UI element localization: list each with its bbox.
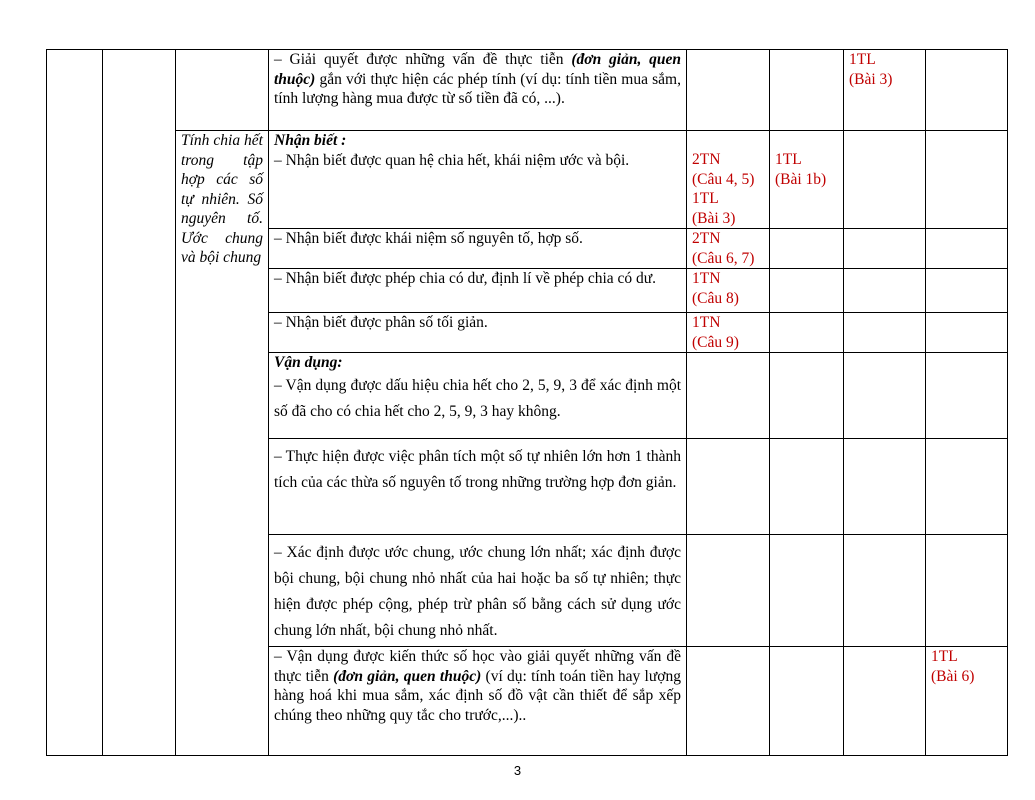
- level-2-cell: [770, 269, 844, 313]
- level-3-cell: [844, 535, 926, 647]
- requirement-cell: – Nhận biết được phép chia có dư, định lí về phép chia có dư.: [269, 269, 687, 313]
- level-3-cell: [844, 647, 926, 756]
- level-2-cell: [770, 353, 844, 439]
- level-4-cell: 1TL (Bài 6): [926, 647, 1008, 756]
- level-4-cell: [926, 131, 1008, 229]
- requirement-cell: Nhận biết : – Nhận biết được quan hệ chia hết, khái niệm ước và bội.: [269, 131, 687, 229]
- level-1-cell: [687, 647, 770, 756]
- level-3-cell: [844, 313, 926, 353]
- level-3-cell: [844, 353, 926, 439]
- requirement-cell: – Vận dụng được kiến thức số học vào giải quyết những vấn đề thực tiễn (đơn giản, quen thuộc) (ví dụ: tính toán tiền hay lượng hàng hoá khi mua sắm, xác định số đồ vật cần thiết để sắp xếp chúng theo những quy tắc cho trước,...)..: [269, 647, 687, 756]
- topic-cell: Tính chia hết trong tập hợp các số tự nhiên. Số nguyên tố. Ước chung và bội chung: [176, 131, 269, 756]
- table-row: [47, 131, 1008, 229]
- level-1-cell: [687, 353, 770, 439]
- requirement-cell: – Xác định được ước chung, ước chung lớn nhất; xác định được bội chung, bội chung nhỏ nhất của hai hoặc ba số tự nhiên; thực hiện được phép cộng, phép trừ phân số bằng cách sử dụng ước chung lớn nhất, bội chung nhỏ nhất.: [269, 535, 687, 647]
- col-2-cell: [103, 50, 176, 756]
- page-number: 3: [513, 763, 522, 778]
- level-1-cell: 2TN (Câu 6, 7): [687, 229, 770, 269]
- level-2-cell: [770, 50, 844, 131]
- table-row: [47, 50, 1008, 131]
- requirement-cell: Vận dụng: – Vận dụng được dấu hiệu chia hết cho 2, 5, 9, 3 để xác định một số đã cho có chia hết cho 2, 5, 9, 3 hay không.: [269, 353, 687, 439]
- level-2-cell: [770, 313, 844, 353]
- level-4-cell: [926, 313, 1008, 353]
- level-4-cell: [926, 229, 1008, 269]
- level-2-cell: [770, 229, 844, 269]
- col-1-cell: [47, 50, 103, 756]
- requirement-cell: – Nhận biết được phân số tối giản.: [269, 313, 687, 353]
- topic-cell-empty: [176, 50, 269, 131]
- level-1-cell: 1TN (Câu 9): [687, 313, 770, 353]
- level-1-cell: [687, 439, 770, 535]
- level-2-cell: [770, 439, 844, 535]
- level-2-cell: [770, 647, 844, 756]
- level-4-cell: [926, 439, 1008, 535]
- level-1-cell: [687, 50, 770, 131]
- requirement-cell: – Nhận biết được khái niệm số nguyên tố, hợp số.: [269, 229, 687, 269]
- requirement-cell: – Thực hiện được việc phân tích một số tự nhiên lớn hơn 1 thành tích của các thừa số nguyên tố trong những trường hợp đơn giản.: [269, 439, 687, 535]
- level-3-cell: [844, 131, 926, 229]
- level-4-cell: [926, 535, 1008, 647]
- level-4-cell: [926, 353, 1008, 439]
- level-4-cell: [926, 269, 1008, 313]
- level-4-cell: [926, 50, 1008, 131]
- level-1-cell: 2TN (Câu 4, 5) 1TL (Bài 3): [687, 131, 770, 229]
- requirement-cell: – Giải quyết được những vấn đề thực tiễn (đơn giản, quen thuộc) gắn với thực hiện các phép tính (ví dụ: tính tiền mua sắm, tính lượng hàng mua được từ số tiền đã có, ...).: [269, 50, 687, 131]
- level-3-cell: 1TL (Bài 3): [844, 50, 926, 131]
- level-3-cell: [844, 229, 926, 269]
- level-1-cell: 1TN (Câu 8): [687, 269, 770, 313]
- level-1-cell: [687, 535, 770, 647]
- matrix-table: [46, 49, 1008, 756]
- level-2-cell: 1TL (Bài 1b): [770, 131, 844, 229]
- level-3-cell: [844, 439, 926, 535]
- level-2-cell: [770, 535, 844, 647]
- level-3-cell: [844, 269, 926, 313]
